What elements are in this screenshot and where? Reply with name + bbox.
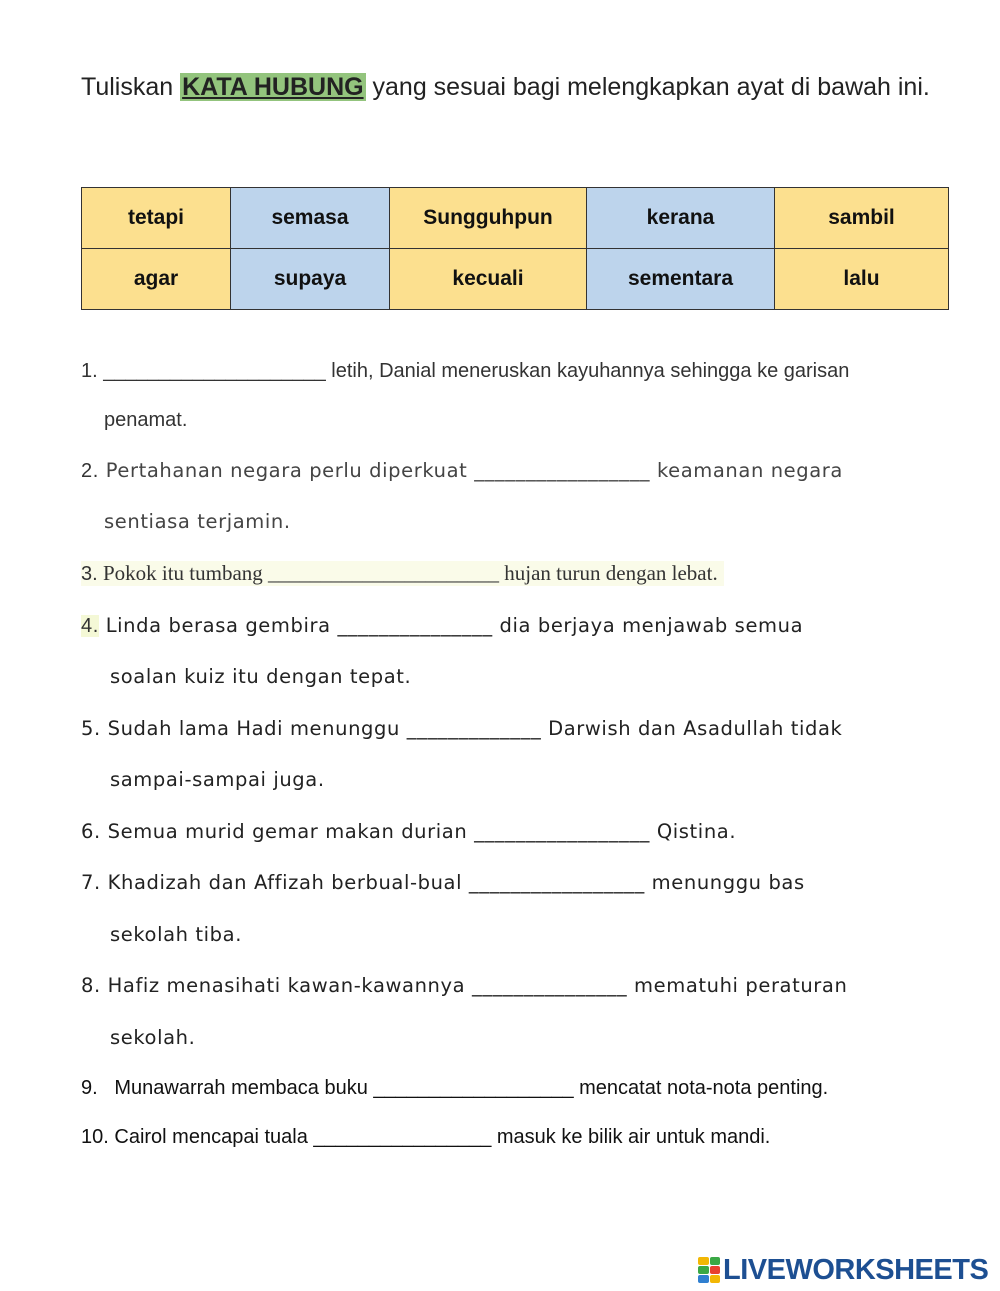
question-9 — [81, 1077, 828, 1100]
question-text: Pokok itu tumbang ______________________ hujan turun dengan lebat. — [102, 561, 718, 585]
question-text: Semua murid gemar makan durian _________________ Qistina. — [107, 820, 737, 843]
word-bank-row — [82, 249, 949, 310]
word-cell: kerana — [587, 188, 775, 249]
question-1-continued: penamat. — [104, 409, 188, 431]
question-number: 4. — [81, 615, 99, 637]
question-number: 5. — [81, 717, 101, 740]
question-10 — [81, 1126, 770, 1149]
question-4 — [81, 614, 803, 638]
question-text: Munawarrah membaca buku __________________ mencatat nota-nota penting. — [114, 1077, 829, 1099]
question-3 — [81, 561, 724, 586]
question-text: Pertahanan negara perlu diperkuat _________________ keamanan negara — [105, 459, 843, 482]
question-5 — [81, 717, 842, 740]
word-cell: Sungguhpun — [390, 188, 587, 249]
question-7-continued: sekolah tiba. — [110, 923, 242, 946]
question-text: Khadizah dan Affizah berbual-bual _________________ menunggu bas — [107, 871, 805, 894]
word-cell: sambil — [775, 188, 949, 249]
question-text: ____________________ letih, Danial meneruskan kayuhannya sehingga ke garisan — [103, 360, 850, 382]
word-cell: kecuali — [390, 249, 587, 310]
question-text: Linda berasa gembira _______________ dia berjaya menjawab semua — [105, 614, 804, 637]
question-number: 9. — [81, 1077, 98, 1099]
instruction-before: Tuliskan — [81, 73, 181, 101]
word-cell: supaya — [231, 249, 390, 310]
word-bank-table — [81, 187, 949, 310]
word-cell: tetapi — [82, 188, 231, 249]
question-number: 1. — [81, 360, 98, 382]
question-number: 8. — [81, 974, 101, 997]
liveworksheets-logo — [698, 1255, 988, 1285]
question-2 — [81, 459, 843, 483]
question-number: 10. — [81, 1126, 109, 1148]
question-6 — [81, 820, 736, 843]
question-number: 2. — [81, 460, 99, 482]
question-8 — [81, 974, 847, 997]
question-text: Sudah lama Hadi menunggu _____________ Darwish dan Asadullah tidak — [107, 717, 843, 740]
word-cell: semasa — [231, 188, 390, 249]
question-8-continued: sekolah. — [110, 1026, 196, 1049]
question-number: 7. — [81, 871, 101, 894]
word-cell: sementara — [587, 249, 775, 310]
logo-blocks-icon — [698, 1257, 720, 1283]
instruction — [81, 70, 951, 104]
question-number: 3. — [81, 563, 98, 585]
question-text: Hafiz menasihati kawan-kawannya _______________ mematuhi peraturan — [107, 974, 848, 997]
question-text: Cairol mencapai tuala ________________ masuk ke bilik air untuk mandi. — [114, 1126, 771, 1148]
word-bank-row — [82, 188, 949, 249]
word-cell: lalu — [775, 249, 949, 310]
instruction-keyword: KATA HUBUNG — [182, 73, 364, 101]
word-cell: agar — [82, 249, 231, 310]
question-7 — [81, 871, 805, 894]
question-4-continued: soalan kuiz itu dengan tepat. — [110, 665, 412, 688]
instruction-after: yang sesuai bagi melengkapkan ayat di bawah ini. — [365, 73, 930, 101]
question-1 — [81, 360, 849, 383]
logo-text: LIVEWORKSHEETS — [723, 1253, 989, 1286]
question-2-continued: sentiasa terjamin. — [104, 510, 291, 533]
question-5-continued: sampai-sampai juga. — [110, 768, 325, 791]
question-number: 6. — [81, 820, 101, 843]
